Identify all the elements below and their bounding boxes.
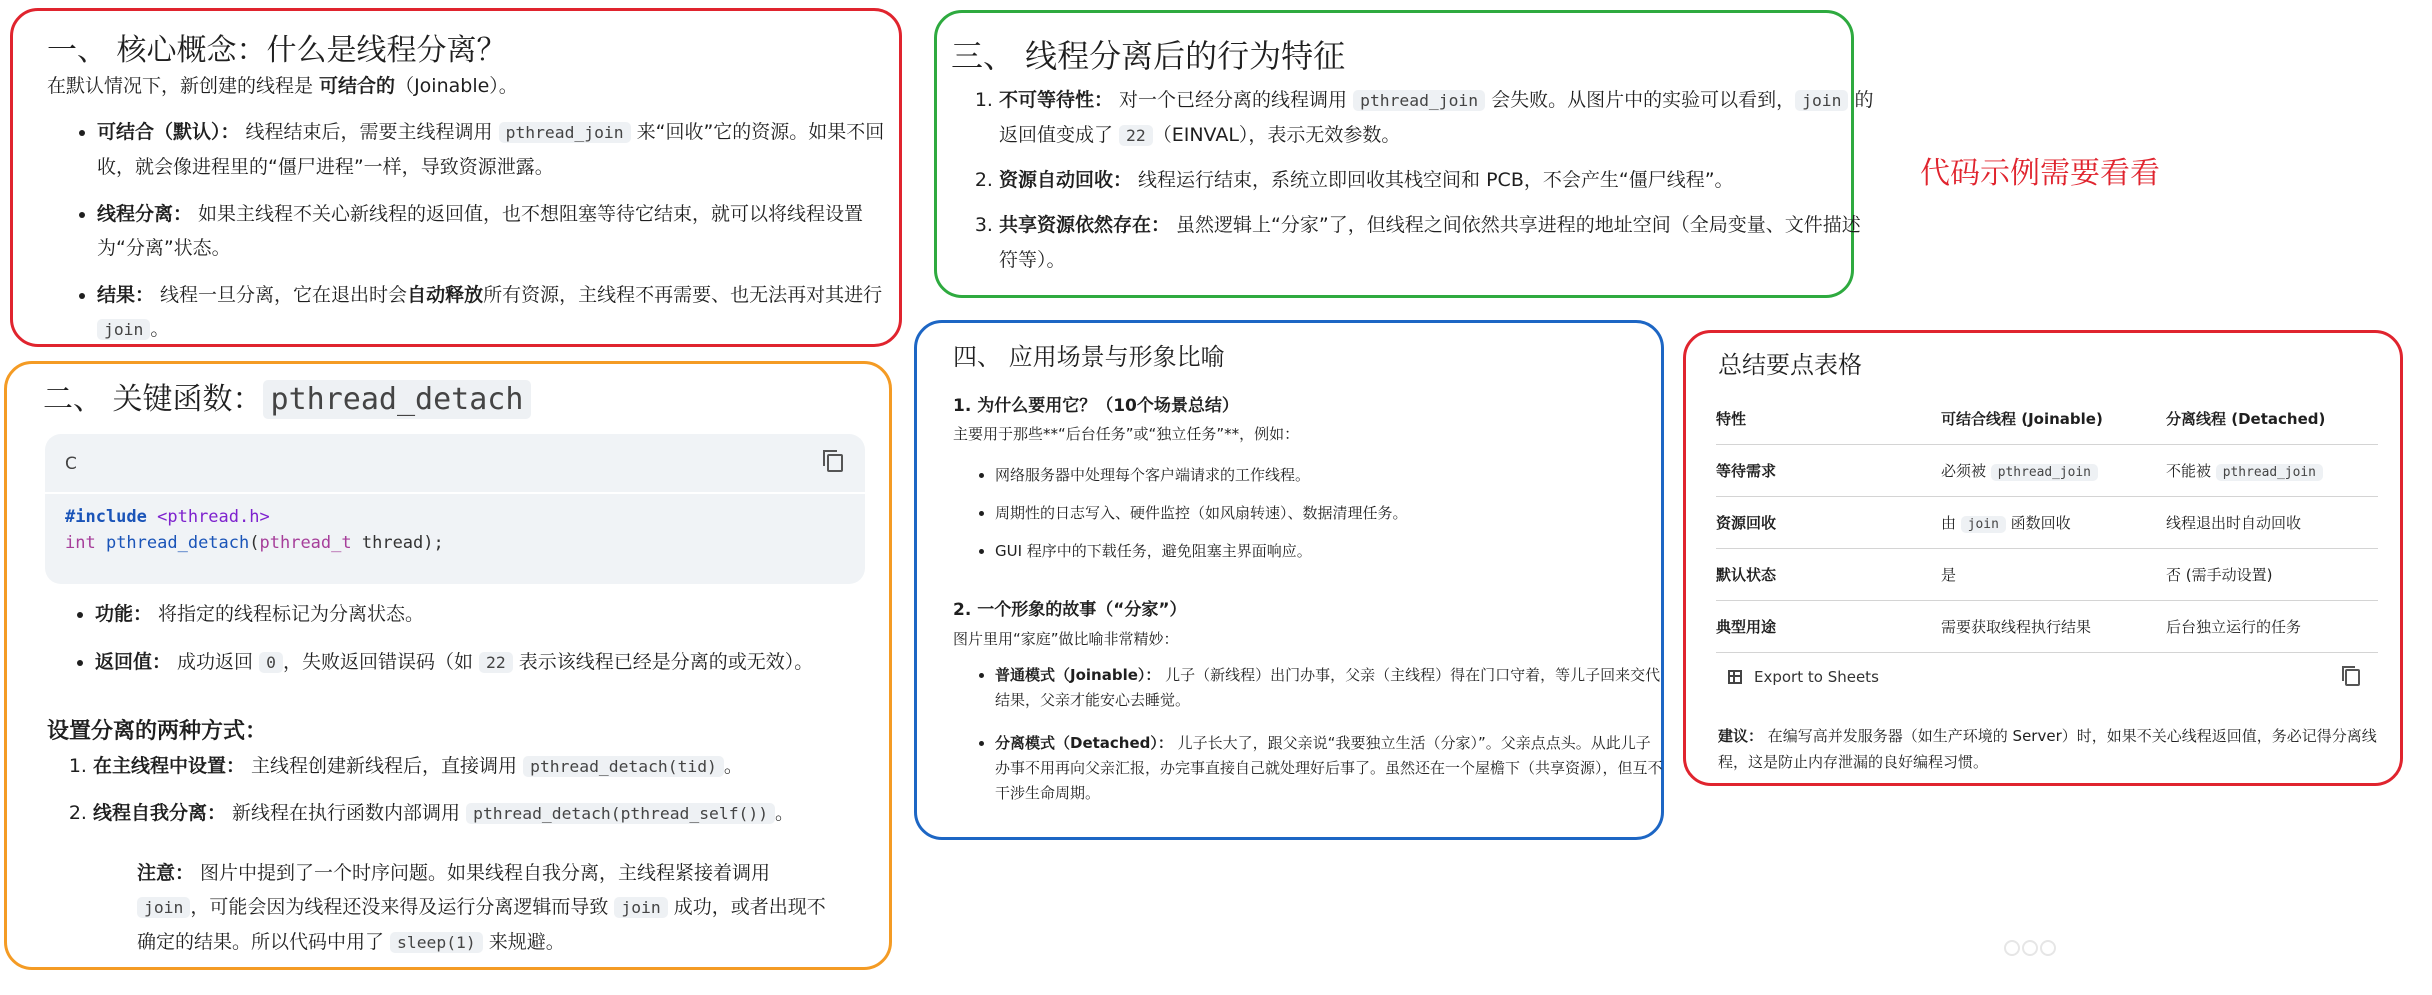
section-scenarios	[914, 320, 1664, 840]
list-item: 3. 共享资源依然存在： 虽然逻辑上“分家”了，但线程之间依然共享进程的地址空间（全局变量、文件描述符等）。	[999, 208, 1874, 278]
code-content: #include <pthread.h> int pthread_detach(pthread_t thread);	[65, 507, 444, 553]
section-key-function	[4, 361, 892, 970]
table-row: 默认状态 是 否 (需手动设置)	[1716, 549, 2378, 601]
code-block	[45, 434, 865, 584]
list-item: • 普通模式（Joinable）： 儿子（新线程）出门办事，父亲（主线程）得在门口守着，等儿子回来交代结果，父亲才能安心去睡觉。	[995, 663, 1665, 713]
code-language-label: C	[65, 454, 77, 474]
summary-table	[1716, 393, 2378, 653]
inline-code: pthread_detach(pthread_self())	[466, 803, 775, 824]
tip-text: 建议： 在编写高并发服务器（如生产环境的 Server）时，如果不关心线程返回值，务必记得分离线程，这是防止内存泄漏的良好编程习惯。	[1718, 727, 2377, 771]
list-item: • 线程分离： 如果主线程不关心新线程的返回值，也不想阻塞等待它结束，就可以将线程设置为“分离”状态。	[97, 197, 907, 265]
behavior-list	[955, 83, 1874, 288]
inline-code: pthread_join	[499, 122, 631, 143]
inline-code: 0	[259, 652, 283, 673]
scenario-list	[967, 463, 1665, 577]
inline-code: join	[1795, 90, 1848, 111]
list-item: 2. 资源自动回收： 线程运行结束，系统立即回收其栈空间和 PCB，不会产生“僵尸线程”。	[999, 163, 1874, 198]
list-item: 1. 在主线程中设置： 主线程创建新线程后，直接调用 pthread_detach(tid) 。	[93, 751, 903, 782]
table-row: 典型用途 需要获取线程执行结果 后台独立运行的任务	[1716, 601, 2378, 653]
inline-code: pthread_join	[1353, 90, 1485, 111]
paragraph: 图片里用“家庭”做比喻非常精妙：	[953, 630, 1179, 648]
inline-code: 22	[1119, 125, 1153, 146]
copy-icon[interactable]	[827, 454, 843, 472]
table-header-row: 特性 可结合线程 (Joinable) 分离线程 (Detached)	[1716, 393, 2378, 445]
list-item: • 可结合（默认）： 线程结束后，需要主线程调用 pthread_join 来“回收”它的资源。如果不回收，就会像进程里的“僵尸进程”一样，导致资源泄露。	[97, 115, 907, 184]
list-item: 1. 不可等待性： 对一个已经分离的线程调用 pthread_join 会失败。从图片中的实验可以看到， join 的返回值变成了 22 （EINVAL），表示无效参数。	[999, 83, 1874, 153]
section-title: 四、 应用场景与形象比喻	[953, 343, 1225, 371]
subheading-why: 1. 为什么要用它？（10个场景总结）	[953, 396, 1239, 416]
inline-code: join	[614, 897, 667, 918]
inline-code: join	[137, 897, 190, 918]
table-icon	[1728, 670, 1742, 684]
subheading-detach-ways: 设置分离的两种方式：	[47, 719, 268, 744]
list-item: • 结果： 线程一旦分离，它在退出时会自动释放所有资源，主线程不再需要、也无法再对其进行 join 。	[97, 278, 907, 347]
section-title: 二、 关键函数： pthread_detach	[43, 374, 531, 418]
list-item: • 功能： 将指定的线程标记为分离状态。	[95, 599, 905, 629]
subheading-story: 2. 一个形象的故事（“分家”）	[953, 600, 1187, 620]
story-list	[967, 663, 1665, 824]
inline-code: join	[1961, 516, 2006, 533]
list-item: • 分离模式（Detached）： 儿子长大了，跟父亲说“我要独立生活（分家）”。父亲点点头。从此儿子办事不用再向父亲汇报，办完事直接自己就处理好后事了。虽然还在一个屋檐下（共享资源），但互不干涉生命周期。	[995, 731, 1665, 806]
inline-code: sleep(1)	[390, 932, 483, 953]
inline-code: pthread_detach(tid)	[523, 756, 724, 777]
concept-list	[67, 115, 907, 360]
list-item: • 网络服务器中处理每个客户端请求的工作线程。	[995, 463, 1665, 487]
section-title: 一、 核心概念：什么是线程分离？	[47, 33, 507, 68]
table-row: 等待需求 必须被 pthread_join 不能被 pthread_join	[1716, 445, 2378, 497]
annotation-text: 代码示例需要看看	[1920, 156, 2160, 191]
copy-icon[interactable]	[2345, 669, 2360, 686]
inline-code: 22	[479, 652, 513, 673]
inline-code: pthread_join	[2216, 464, 2323, 481]
function-details-list	[65, 599, 905, 696]
section-behavior	[934, 10, 1874, 298]
list-item: • GUI 程序中的下载任务，避免阻塞主界面响应。	[995, 539, 1665, 563]
section-summary-table	[1683, 330, 2403, 786]
table-row: 资源回收 由 join 函数回收 线程退出时自动回收	[1716, 497, 2378, 549]
section-title: 总结要点表格	[1718, 351, 1862, 379]
list-item: 2. 线程自我分离： 新线程在执行函数内部调用 pthread_detach(pthread_self()) 。	[93, 798, 903, 829]
list-item: • 返回值： 成功返回 0 ，失败返回错误码（如 22 表示该线程已经是分离的或无效）。	[95, 647, 905, 678]
inline-code: pthread_join	[1991, 464, 2098, 481]
export-label: Export to Sheets	[1754, 668, 1879, 686]
section-title: 三、 线程分离后的行为特征	[951, 37, 1346, 75]
intro-text: 在默认情况下，新创建的线程是 可结合的（Joinable）。	[47, 75, 518, 97]
section-core-concept	[10, 8, 902, 347]
export-to-sheets-button[interactable]	[1728, 668, 1879, 686]
inline-code: join	[97, 319, 150, 340]
watermark-icon	[2000, 936, 2090, 956]
detach-ways-list	[63, 751, 903, 845]
list-item: • 周期性的日志写入、硬件监控（如风扇转速）、数据清理任务。	[995, 501, 1665, 525]
note-text: 注意： 图片中提到了一个时序问题。如果线程自我分离，主线程紧接着调用 join ，可能会因为线程还没来得及运行分离逻辑而导致 join 成功，或者出现不确定的结果。所以代码中用了 sleep(1) 来规避。	[137, 862, 826, 953]
paragraph: 主要用于那些**“后台任务”或“独立任务”**，例如：	[953, 425, 1300, 443]
inline-code: pthread_detach	[263, 380, 532, 419]
